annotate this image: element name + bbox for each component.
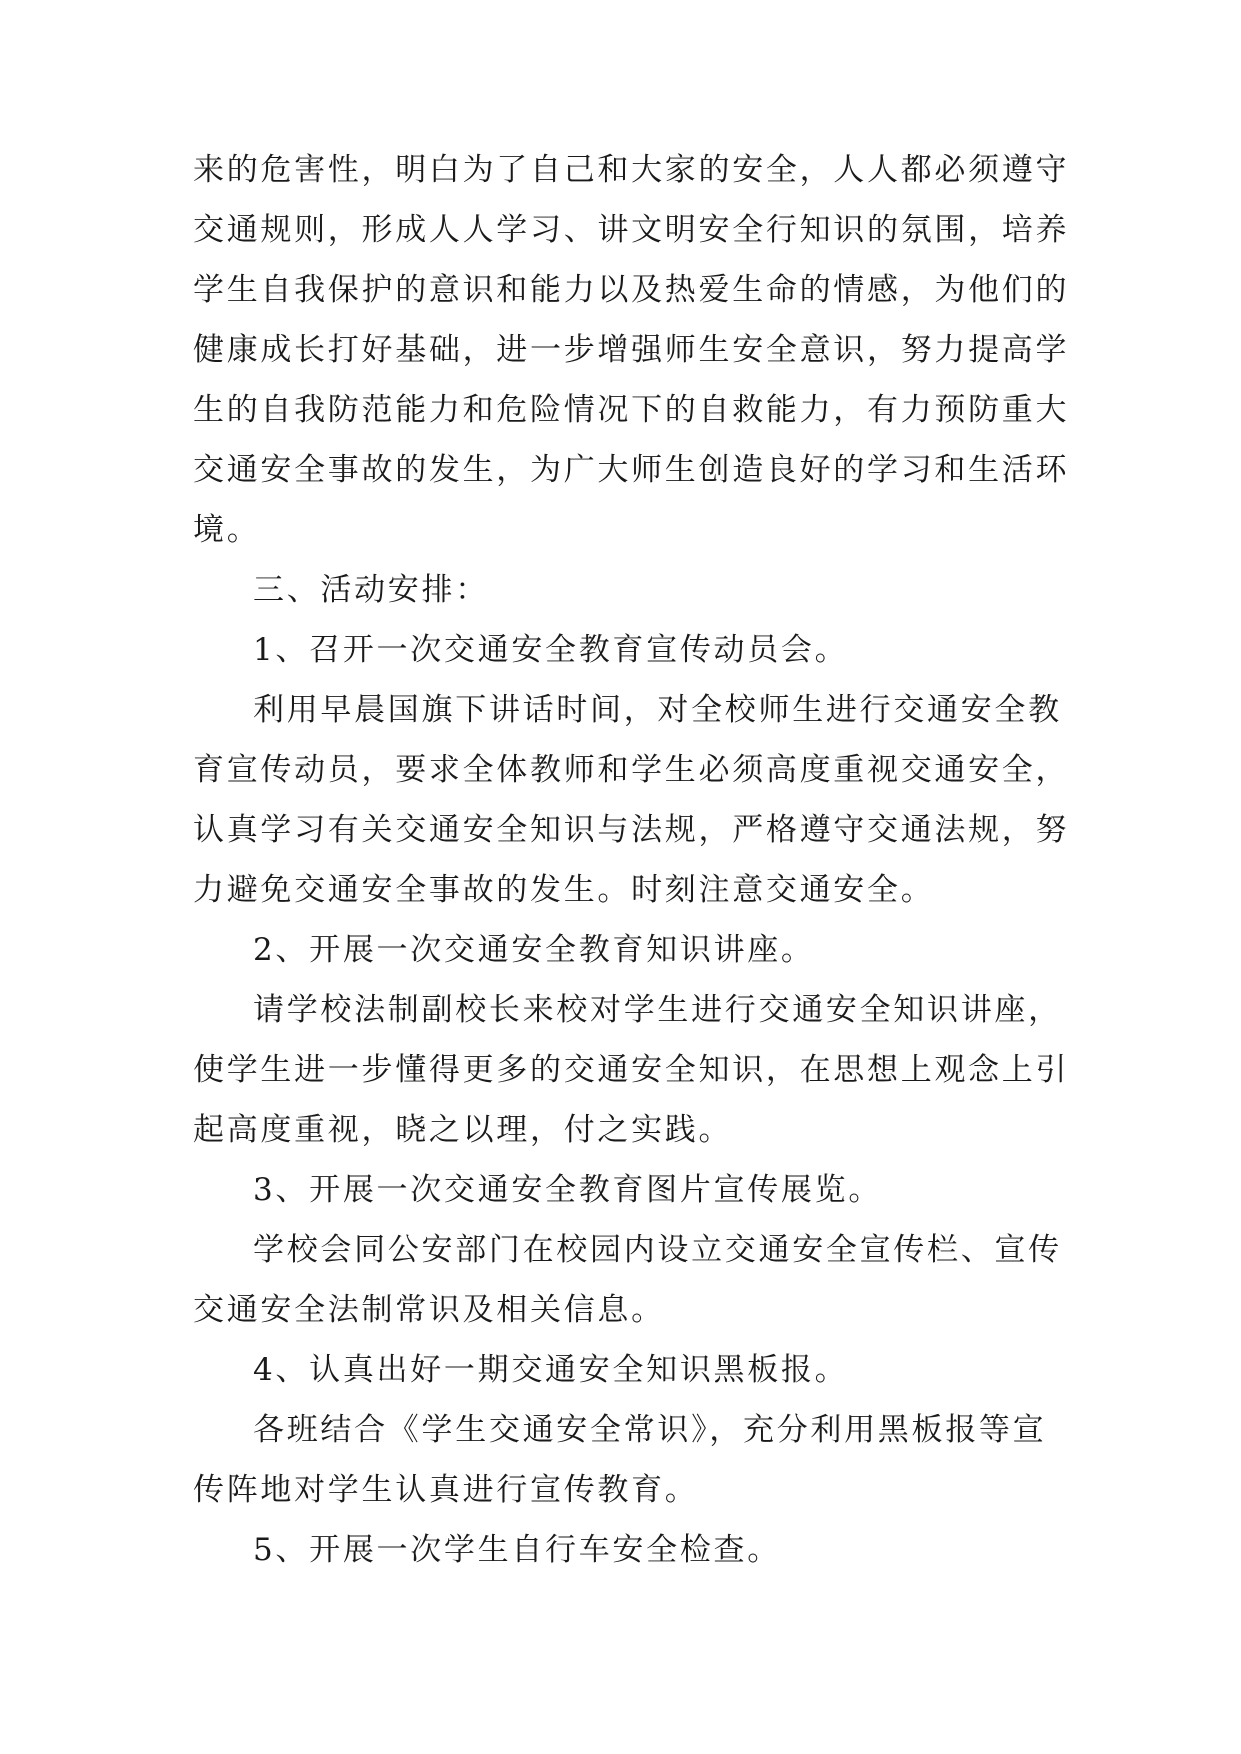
text-line: 来的危害性，明白为了自己和大家的安全，人人都必须遵守 — [193, 152, 1070, 188]
text-line: 健康成长打好基础，进一步增强师生安全意识，努力提高学 — [193, 332, 1070, 368]
text-line: 交通安全法制常识及相关信息。 — [193, 1292, 665, 1328]
text-line: 利用早晨国旗下讲话时间，对全校师生进行交通安全教 — [253, 692, 1062, 728]
item-heading: 5、开展一次学生自行车安全检查。 — [253, 1532, 781, 1568]
text-line: 各班结合《学生交通安全常识》，充分利用黑板报等宣 — [253, 1412, 1047, 1448]
text-line: 交通规则，形成人人学习、讲文明安全行知识的氛围，培养 — [193, 212, 1070, 248]
text-line: 起高度重视，晓之以理，付之实践。 — [193, 1112, 733, 1148]
item-heading: 1、召开一次交通安全教育宣传动员会。 — [253, 632, 849, 668]
text-line: 学校会同公安部门在校园内设立交通安全宣传栏、宣传 — [253, 1232, 1062, 1268]
text-line: 请学校法制副校长来校对学生进行交通安全知识讲座， — [253, 992, 1062, 1028]
text-line: 认真学习有关交通安全知识与法规，严格遵守交通法规，努 — [193, 812, 1070, 848]
text-line: 力避免交通安全事故的发生。时刻注意交通安全。 — [193, 872, 935, 908]
text-line: 传阵地对学生认真进行宣传教育。 — [193, 1472, 699, 1508]
text-line: 交通安全事故的发生，为广大师生创造良好的学习和生活环 — [193, 452, 1070, 488]
item-heading: 4、认真出好一期交通安全知识黑板报。 — [253, 1352, 849, 1388]
item-heading: 2、开展一次交通安全教育知识讲座。 — [253, 932, 815, 968]
section-heading: 三、活动安排： — [253, 572, 489, 608]
text-line: 育宣传动员，要求全体教师和学生必须高度重视交通安全， — [193, 752, 1070, 788]
text-line: 境。 — [193, 512, 261, 548]
text-line: 学生自我保护的意识和能力以及热爱生命的情感，为他们的 — [193, 272, 1070, 308]
text-line: 生的自我防范能力和危险情况下的自救能力，有力预防重大 — [193, 392, 1070, 428]
text-line: 使学生进一步懂得更多的交通安全知识，在思想上观念上引 — [193, 1052, 1070, 1088]
item-heading: 3、开展一次交通安全教育图片宣传展览。 — [253, 1172, 883, 1208]
